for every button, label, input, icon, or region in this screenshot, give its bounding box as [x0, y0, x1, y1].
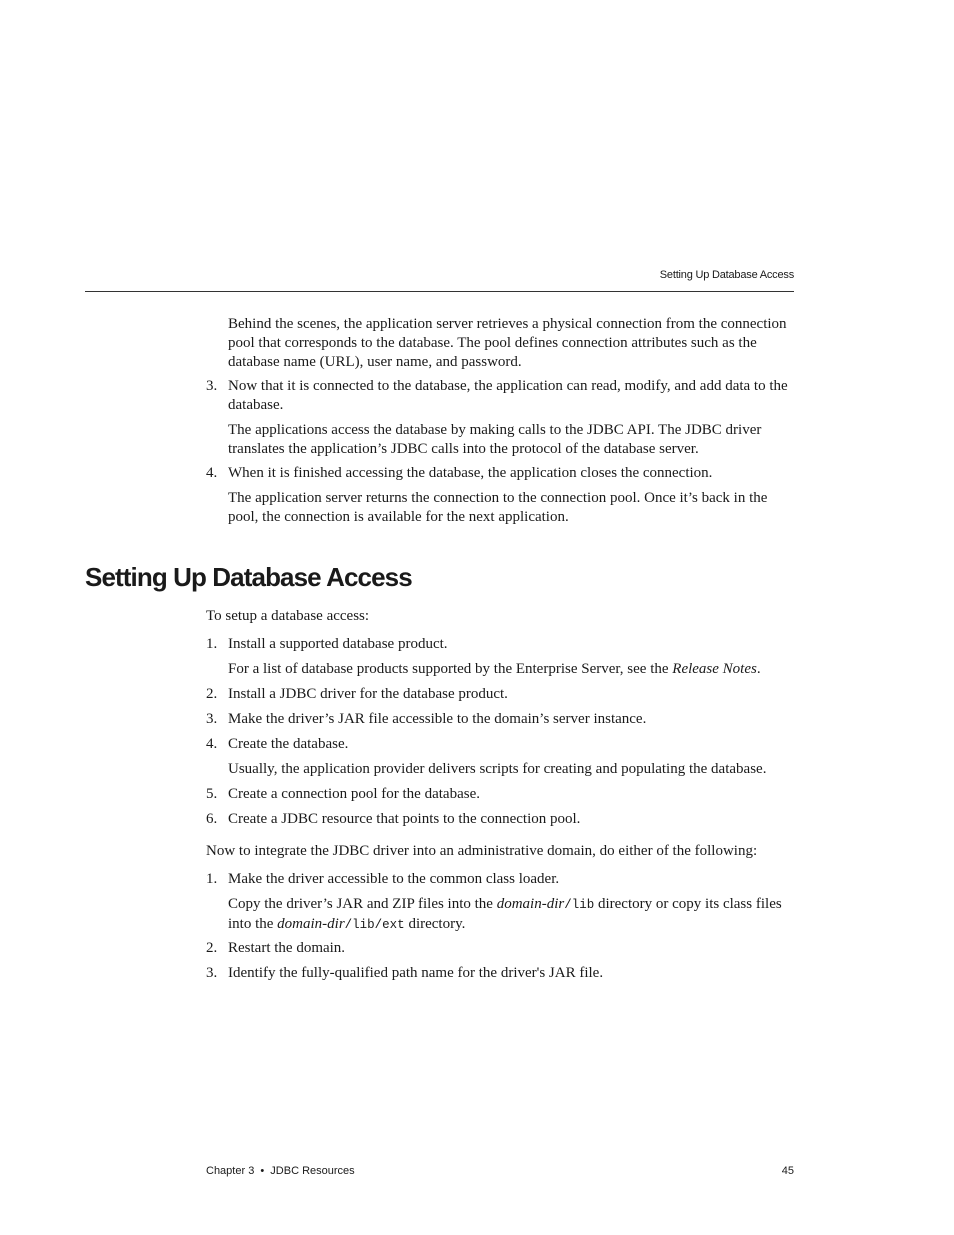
step-number: 6. — [206, 811, 218, 827]
note-text: directory or copy its class files into the — [228, 896, 782, 932]
step-number: 4. — [206, 465, 218, 481]
section-lead: To setup a database access: — [206, 608, 370, 624]
lib-path: /lib — [564, 898, 595, 912]
step-note: Usually, the application provider delivers scripts for creating and populating the database. — [228, 761, 767, 777]
step-text: Identify the fully-qualified path name for the driver's JAR file. — [228, 965, 604, 981]
step-number: 2. — [206, 940, 218, 956]
header-rule — [85, 291, 794, 292]
step-note — [228, 660, 798, 679]
domain-dir-placeholder: domain-dir — [277, 916, 345, 932]
chapter-title: JDBC Resources — [270, 1165, 355, 1177]
step-note: The application server returns the connection to the connection pool. Once it’s back in the pool, the connection is available for the next application. — [228, 490, 768, 525]
domain-dir-placeholder: domain-dir — [496, 896, 565, 912]
step-number: 4. — [206, 736, 218, 752]
footer-bullet: • — [260, 1165, 265, 1177]
lib-ext-path: /lib/ext — [344, 918, 405, 932]
step-number: 2. — [206, 686, 218, 702]
step-text: Install a supported database product. — [228, 636, 448, 652]
step-number: 3. — [206, 965, 218, 981]
step-number: 5. — [206, 786, 218, 802]
release-notes-title: Release Notes — [672, 661, 757, 677]
step-text: Create the database. — [228, 736, 349, 752]
note-text: directory. — [404, 916, 466, 932]
step-text: Now that it is connected to the database, the application can read, modify, and add data to the database. — [228, 378, 788, 413]
step-note — [228, 895, 788, 935]
step-text: Install a JDBC driver for the database product. — [228, 686, 508, 702]
chapter-label: Chapter 3 — [206, 1165, 255, 1177]
step-note: The applications access the database by making calls to the JDBC API. The JDBC driver translates the application’s JDBC calls into the protocol of the database server. — [228, 422, 762, 457]
step-text: Create a connection pool for the database. — [228, 786, 480, 802]
step-text: Restart the domain. — [228, 940, 346, 956]
note-text: . — [756, 661, 761, 677]
step-number: 3. — [206, 378, 218, 394]
step-number: 3. — [206, 711, 218, 727]
integrate-lead: Now to integrate the JDBC driver into an administrative domain, do either of the following: — [206, 843, 758, 859]
step-text: When it is finished accessing the database, the application closes the connection. — [228, 465, 713, 481]
running-header: Setting Up Database Access — [659, 269, 794, 281]
note-text: For a list of database products supported by the Enterprise Server, see the — [228, 661, 673, 677]
footer-chapter — [206, 1165, 355, 1177]
page-number: 45 — [781, 1165, 794, 1177]
step-text: Make the driver’s JAR file accessible to the domain’s server instance. — [228, 711, 647, 727]
step-text: Make the driver accessible to the common class loader. — [228, 871, 560, 887]
behind-scenes-paragraph: Behind the scenes, the application server retrieves a physical connection from the connection pool that corresponds to the database. The pool defines connection attributes such as the database name (URL), user name, and password. — [228, 316, 787, 370]
step-number: 1. — [206, 636, 218, 652]
step-text: Create a JDBC resource that points to the connection pool. — [228, 811, 581, 827]
note-text: Copy the driver’s JAR and ZIP files into the — [228, 896, 497, 912]
section-heading: Setting Up Database Access — [85, 562, 412, 592]
step-number: 1. — [206, 871, 218, 887]
